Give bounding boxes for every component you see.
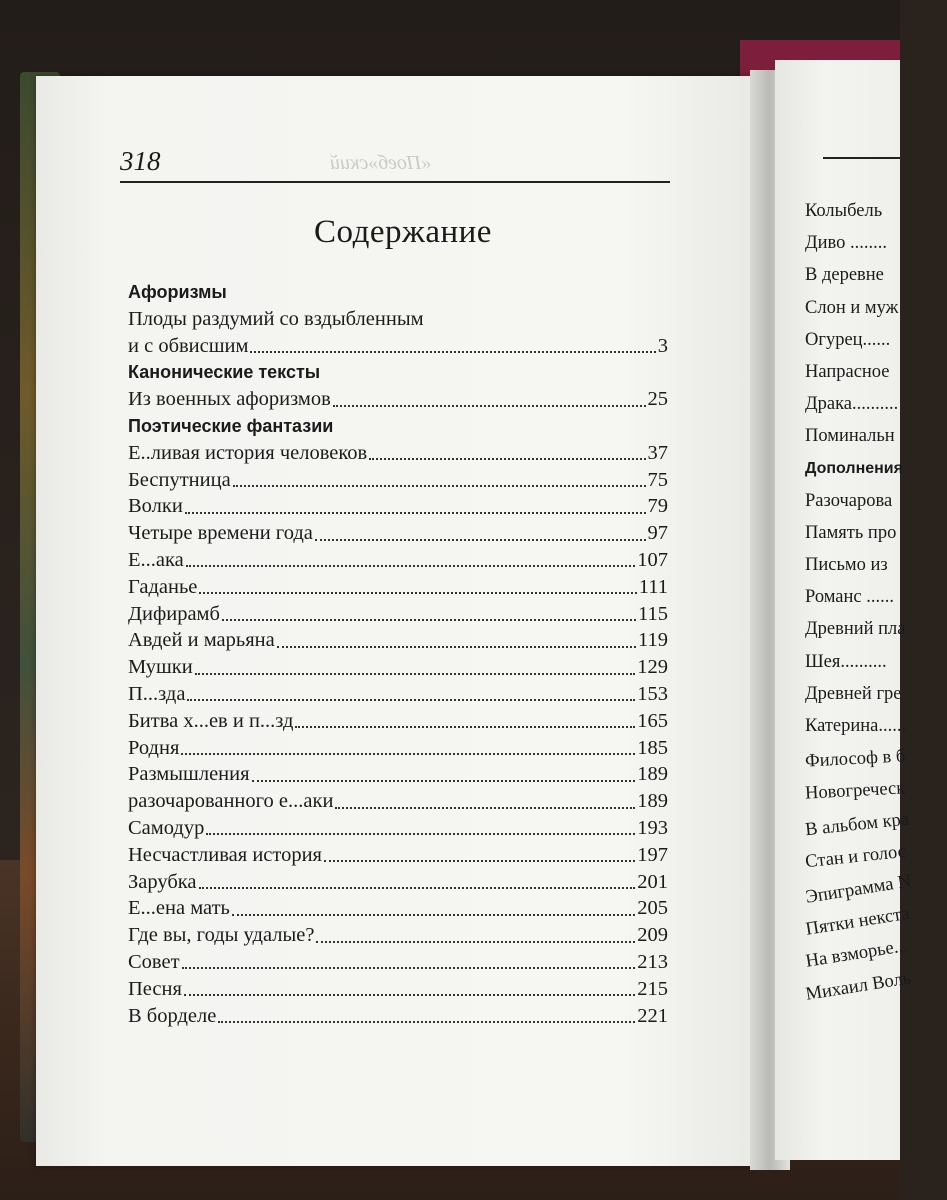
toc-entry-label: Родня	[128, 736, 180, 759]
table-of-contents	[128, 210, 668, 1029]
right-toc-entry: Древней гре	[805, 683, 902, 704]
toc-leader-dots	[185, 512, 646, 514]
toc-entry-label: Е..ливая история человеков	[128, 441, 368, 464]
toc-entry	[128, 922, 668, 949]
right-page-toc-list	[804, 195, 945, 1005]
toc-entry-label: Е...ака	[128, 548, 184, 571]
right-toc-entry: Письмо из	[805, 555, 888, 576]
toc-entry-page: 209	[637, 924, 668, 947]
toc-entry-label: Беспутница	[128, 468, 231, 491]
toc-entry	[128, 386, 668, 413]
toc-entry-label: Дифирамб	[128, 602, 220, 625]
toc-leader-dots	[277, 646, 636, 648]
toc-entry	[128, 735, 668, 762]
toc-leader-dots	[218, 1021, 635, 1023]
toc-leader-dots	[222, 619, 636, 621]
running-head	[120, 140, 670, 184]
toc-leader-dots	[182, 967, 636, 969]
toc-entry	[128, 601, 668, 628]
toc-entry	[128, 788, 668, 815]
toc-entry-label: Плоды раздумий со вздыбленным	[128, 307, 424, 330]
toc-entry	[128, 467, 668, 494]
toc-entry	[128, 654, 668, 681]
toc-leader-dots	[186, 565, 636, 567]
toc-entry	[128, 1003, 668, 1030]
toc-leader-dots	[295, 726, 635, 728]
toc-leader-dots	[199, 887, 636, 889]
right-toc-entry: Романс ......	[805, 587, 895, 608]
toc-leader-dots	[335, 807, 635, 809]
bleed-through-header: «Поеб»ский	[330, 152, 432, 174]
toc-leader-dots	[232, 914, 635, 916]
toc-entry	[128, 708, 668, 735]
toc-entry-page: 25	[647, 388, 668, 411]
toc-entry-page: 197	[637, 843, 668, 866]
toc-entry	[128, 976, 668, 1003]
toc-leader-dots	[250, 351, 655, 353]
toc-section-heading	[128, 359, 668, 386]
toc-leader-dots	[316, 941, 635, 943]
toc-entry-page: 221	[637, 1004, 668, 1027]
toc-entry	[128, 520, 668, 547]
toc-entry-page: 201	[637, 870, 668, 893]
right-toc-entry: Философ в б	[804, 746, 906, 772]
toc-entry-label: Из военных афоризмов	[128, 388, 331, 411]
toc-entry-page: 111	[638, 575, 668, 598]
toc-entry	[128, 895, 668, 922]
toc-entry-label: П...зда	[128, 682, 186, 705]
toc-leader-dots	[252, 780, 636, 782]
toc-entry	[128, 627, 668, 654]
toc-leader-dots	[315, 539, 646, 541]
toc-leader-dots	[324, 860, 635, 862]
right-toc-entry: В альбом кра	[804, 809, 910, 840]
toc-entry-page: 119	[638, 629, 668, 652]
toc-entry-label: Канонические тексты	[128, 362, 321, 383]
toc-entry	[128, 306, 668, 333]
toc-entry-page: 215	[637, 977, 668, 1000]
right-toc-entry: Разочарова	[805, 490, 893, 511]
right-toc-entry: Пятки некста	[804, 903, 911, 940]
toc-entry-label: Зарубка	[128, 870, 197, 893]
right-toc-entry: Михаил Воль	[804, 967, 913, 1005]
toc-entry	[128, 493, 668, 520]
toc-entry-label: Где вы, годы удалые?	[128, 924, 315, 947]
toc-entry-label: Самодур	[128, 816, 205, 839]
toc-entry-page: 189	[637, 763, 668, 786]
toc-entry-label: Мушки	[128, 656, 193, 679]
toc-entry-label: В борделе	[128, 1004, 217, 1027]
right-toc-entry: Шея..........	[805, 651, 887, 672]
toc-leader-dots	[333, 405, 646, 407]
right-toc-section-heading: Дополнения	[805, 459, 903, 477]
right-page	[775, 60, 913, 1160]
page-number: 318	[120, 146, 161, 176]
toc-entry-page: 129	[637, 656, 668, 679]
right-toc-entry: Поминальн	[805, 426, 895, 447]
toc-entry-page: 165	[637, 709, 668, 732]
toc-entry-label: Совет	[128, 950, 180, 973]
toc-entry-label: Несчастливая история	[128, 843, 322, 866]
toc-leader-dots	[206, 833, 635, 835]
toc-entry-label: Волки	[128, 495, 183, 518]
right-toc-entry: Диво ........	[805, 233, 888, 254]
toc-leader-dots	[195, 673, 636, 675]
toc-entry	[128, 761, 668, 788]
header-rule	[120, 181, 670, 183]
toc-entry-label: Афоризмы	[128, 282, 227, 302]
right-toc-entry: Катерина......	[805, 716, 907, 736]
toc-leader-dots	[369, 458, 645, 460]
right-toc-entry: На взморье...	[804, 936, 909, 973]
toc-entry-label: Четыре времени года	[128, 522, 313, 545]
toc-entry	[128, 842, 668, 869]
toc-section-heading	[128, 413, 668, 440]
toc-entry-label: и с обвисшим	[128, 334, 249, 357]
toc-entry-page: 153	[637, 682, 668, 705]
toc-entry-label: Гаданье	[128, 575, 198, 598]
right-toc-entry: Стан и голос	[804, 841, 907, 873]
toc-entry-page: 75	[647, 468, 668, 491]
toc-entry	[128, 574, 668, 601]
toc-entry-page: 185	[637, 736, 668, 759]
toc-entry	[128, 681, 668, 708]
toc-entry	[128, 440, 668, 467]
right-toc-entry: Новогреческ	[804, 778, 906, 805]
right-page-header-rule	[823, 157, 900, 159]
toc-entry-label: Е...ена мать	[128, 897, 230, 920]
toc-entry	[128, 547, 668, 574]
toc-entry	[128, 333, 668, 360]
toc-entry-label: Поэтические фантазии	[128, 415, 334, 436]
right-toc-entry: Эпиграмма N	[804, 871, 913, 908]
toc-leader-dots	[199, 592, 636, 594]
right-toc-entry: Колыбель	[805, 201, 883, 221]
toc-entry-page: 115	[638, 602, 668, 625]
right-toc-entry: Память про	[805, 522, 897, 543]
toc-entry	[128, 949, 668, 976]
toc-entry-page: 193	[637, 816, 668, 839]
toc-entry-label: Битва х...ев и п...зд	[128, 709, 294, 732]
toc-section-heading	[128, 279, 668, 306]
toc-leader-dots	[184, 994, 635, 996]
right-toc-entry: В деревне	[805, 265, 884, 286]
toc-leader-dots	[233, 485, 646, 487]
toc-leader-dots	[181, 753, 635, 755]
right-toc-entry: Напрасное	[805, 361, 890, 382]
toc-entry-page: 3	[657, 334, 668, 357]
toc-entry-label: Песня	[128, 977, 182, 1000]
toc-entry	[128, 869, 668, 896]
toc-title: Содержание	[314, 214, 492, 250]
toc-entry-label: Авдей и марьяна	[128, 629, 275, 652]
toc-entry-page: 37	[647, 441, 668, 464]
toc-entry-label: разочарованного е...аки	[128, 790, 334, 813]
toc-entry-page: 107	[637, 548, 668, 571]
toc-entry-label: Размышления	[128, 763, 250, 786]
toc-entry-page: 189	[637, 790, 668, 813]
toc-leader-dots	[187, 699, 635, 701]
right-toc-entry: Слон и муж	[805, 297, 899, 318]
toc-entry-page: 97	[647, 522, 668, 545]
right-toc-entry: Огурец......	[805, 329, 891, 350]
toc-entry-page: 213	[637, 950, 668, 973]
toc-entry-page: 79	[647, 495, 668, 518]
right-toc-entry: Древний пла	[805, 619, 906, 640]
right-toc-entry: Драка..........	[805, 394, 899, 415]
toc-entry-page: 205	[637, 897, 668, 920]
toc-entry	[128, 815, 668, 842]
toc-list	[128, 279, 668, 1029]
